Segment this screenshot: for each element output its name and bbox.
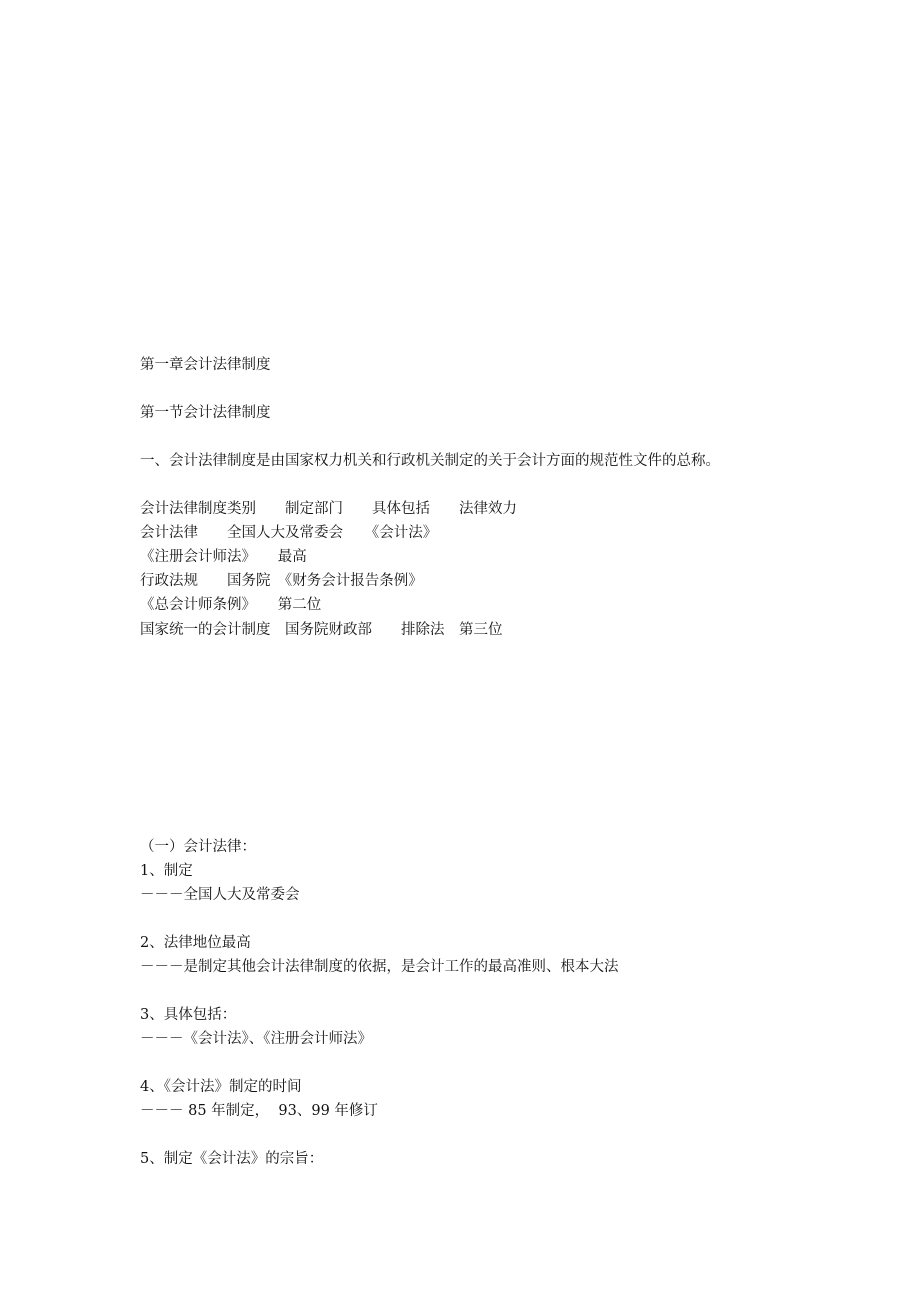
intro-paragraph: 一、会计法律制度是由国家权力机关和行政机关制定的关于会计方面的规范性文件的总称。: [140, 453, 720, 469]
table-row: 行政法规 国务院 《财务会计报告条例》: [140, 573, 423, 589]
item-detail: －－－ 85 年制定， 93、99 年修订: [140, 1103, 378, 1119]
table-row: 会计法律 全国人大及常委会 《会计法》: [140, 525, 438, 541]
item-heading: 2、法律地位最高: [140, 935, 251, 951]
item-detail: －－－《会计法》、《注册会计师法》: [140, 1031, 372, 1047]
item-heading: 1、制定: [140, 863, 193, 879]
table-row: 《注册会计师法》 最高: [140, 549, 307, 565]
section-title: 第一节会计法律制度: [140, 405, 271, 421]
item-detail: －－－全国人大及常委会: [140, 887, 300, 903]
item-detail: －－－是制定其他会计法律制度的依据，是会计工作的最高准则、根本大法: [140, 959, 619, 975]
item-heading: 4、《会计法》制定的时间: [140, 1079, 302, 1095]
table-row: 《总会计师条例》 第二位: [140, 597, 322, 613]
table-header-row: 会计法律制度类别 制定部门 具体包括 法律效力: [140, 501, 517, 517]
item-heading: 5、制定《会计法》的宗旨：: [140, 1151, 324, 1167]
table-row: 国家统一的会计制度 国务院财政部 排除法 第三位: [140, 622, 503, 638]
subsection-title: （一）会计法律：: [140, 839, 256, 855]
item-heading: 3、具体包括：: [140, 1007, 237, 1023]
chapter-title: 第一章会计法律制度: [140, 357, 271, 373]
